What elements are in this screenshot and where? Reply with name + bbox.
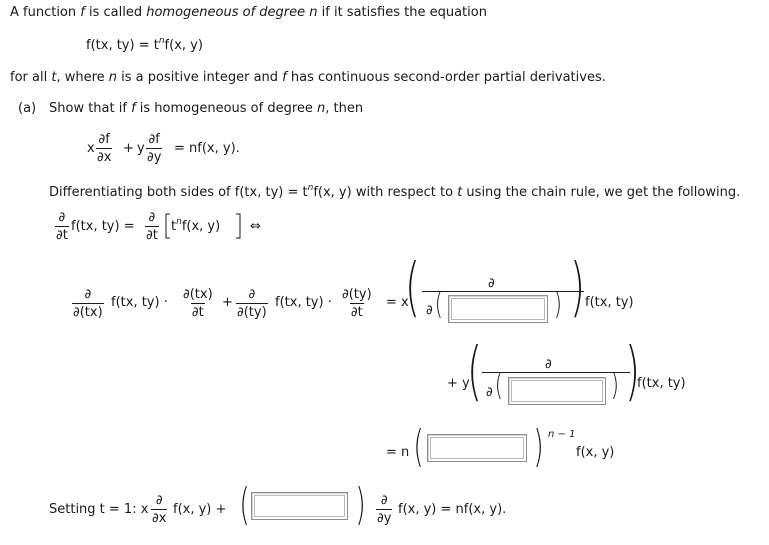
setting-d1den: ∂x	[152, 511, 167, 526]
main-eq-right: f(x, y)	[164, 38, 203, 53]
eq2-n1: ∂(tx)	[183, 287, 213, 302]
show-rhs: = nf(x, y).	[174, 141, 240, 156]
fraction-d-dy	[376, 494, 392, 525]
eq2-pdsym2: ∂	[486, 385, 493, 400]
eq2-eq-x: = x	[386, 295, 409, 310]
var-f: f	[80, 5, 85, 20]
eq2-fn2: f(tx, ty) ·	[275, 295, 332, 310]
eq2-rest2: f(tx, ty)	[637, 376, 686, 391]
answer-box-3[interactable]	[427, 434, 527, 462]
setting-d2den: ∂y	[377, 511, 392, 526]
answer-box-4[interactable]	[251, 492, 348, 520]
var-n: n	[108, 70, 118, 85]
diff-eq2: f(x, y)	[313, 185, 352, 200]
small-paren-right-1: )	[553, 287, 562, 322]
fraction-d-dt	[55, 211, 69, 242]
small-paren-right-2: )	[610, 368, 619, 403]
part-a-f: f	[131, 101, 136, 116]
eq2-d2: ∂	[248, 287, 256, 302]
diff-c: using the chain rule, we get the following.	[462, 185, 741, 200]
eq2-pdsym1: ∂	[426, 303, 433, 318]
part-a-text1: Show that if	[49, 101, 132, 116]
eq1-den: ∂t	[56, 228, 68, 243]
setting-label: Setting t = 1: x	[49, 502, 149, 517]
part-a-text2: is homogeneous of degree	[135, 101, 318, 116]
fraction-bar-2	[482, 372, 630, 373]
cond-b: , where	[56, 70, 109, 85]
setting-fn2: f(x, y) = nf(x, y).	[398, 502, 507, 517]
eq2-n2den: ∂t	[350, 305, 363, 320]
eq2-d1den: ∂(tx)	[73, 305, 103, 320]
eq1-inner	[171, 217, 221, 234]
eq1-num2: ∂	[148, 210, 156, 225]
var-f-2: f	[282, 70, 287, 85]
diff-exp: n	[307, 183, 314, 193]
paren-left-4: (	[239, 479, 250, 530]
big-paren-left-1: (	[404, 251, 420, 325]
eq1-inner-exp: n	[176, 217, 182, 227]
eq2-pd1: ∂	[488, 276, 495, 291]
fraction-d-dtx	[72, 288, 104, 319]
eq2-n2: ∂(ty)	[342, 287, 372, 302]
part-a-n: n	[317, 101, 326, 116]
paren-right-3: )	[533, 421, 544, 472]
eq2-pd2: ∂	[545, 357, 552, 372]
cond-c: is a positive integer and	[117, 70, 283, 85]
eq2-fn1: f(tx, ty) ·	[111, 295, 168, 310]
eq1-den2: ∂t	[146, 228, 158, 243]
fraction-dty-dt	[341, 288, 373, 319]
eq2-d1: ∂	[84, 287, 92, 302]
fraction-df-dx	[96, 133, 112, 164]
fraction-d-dx	[151, 494, 167, 525]
eq1-num: ∂	[58, 210, 66, 225]
eq2-d2den: ∂(ty)	[237, 305, 267, 320]
fraction-d-dty	[236, 288, 268, 319]
eq3-rest: f(x, y)	[576, 445, 615, 460]
eq2-plus: +	[222, 295, 233, 310]
setting-d1: ∂	[155, 493, 163, 508]
part-a-text3: , then	[325, 101, 364, 116]
answer-box-2[interactable]	[508, 377, 606, 405]
diff-b: with respect to	[351, 185, 458, 200]
fraction-df-dy	[146, 133, 162, 164]
setting-d2: ∂	[380, 493, 388, 508]
part-a-prompt	[49, 102, 363, 115]
small-paren-left-2: (	[494, 368, 503, 403]
answer-box-1[interactable]	[448, 295, 548, 323]
setting-fn1: f(x, y) +	[173, 502, 227, 517]
main-equation	[86, 36, 203, 53]
conditions-text	[10, 71, 606, 84]
eq2-n1den: ∂t	[191, 305, 204, 320]
main-eq-exponent: n	[158, 36, 165, 46]
eq3-exponent: n − 1	[548, 429, 576, 440]
show-y: y	[137, 141, 145, 156]
differentiating-text	[49, 183, 741, 200]
cond-a: for all	[10, 70, 52, 85]
intro-text: A function	[10, 5, 81, 20]
small-paren-left-1: (	[434, 287, 443, 322]
var-t: t	[51, 70, 57, 85]
diff-eq: f(tx, ty) = t	[234, 185, 308, 200]
homogeneous-phrase: homogeneous of degree n	[146, 5, 318, 20]
eq2-plus-y: + y	[447, 376, 470, 391]
main-eq-left: f(tx, ty) = t	[86, 38, 159, 53]
eq1-inner-t: t	[171, 219, 177, 234]
paren-left-3: (	[413, 421, 424, 472]
diff-t: t	[457, 185, 463, 200]
eq1-fn: f(tx, ty) =	[71, 219, 135, 234]
show-num1: ∂f	[98, 132, 110, 147]
problem-statement	[10, 6, 487, 19]
equivalence-arrow-icon: ⇔	[250, 219, 261, 234]
show-den2: ∂y	[147, 150, 162, 165]
show-x: x	[87, 141, 95, 156]
big-paren-right-2: )	[624, 335, 640, 409]
cond-d: has continuous second-order partial derivatives.	[286, 70, 606, 85]
intro-text-3: if it satisfies the equation	[317, 5, 487, 20]
intro-text-2: is called	[84, 5, 147, 20]
fraction-dtx-dt	[182, 288, 214, 319]
big-paren-left-2: (	[466, 335, 482, 409]
big-paren-right-1: )	[569, 251, 585, 325]
show-num2: ∂f	[148, 132, 160, 147]
show-den1: ∂x	[97, 150, 112, 165]
diff-a: Differentiating both sides of	[49, 185, 235, 200]
fraction-d-dt-2	[145, 211, 159, 242]
part-a-label: (a)	[18, 101, 37, 116]
show-plus: +	[123, 141, 134, 156]
paren-right-4: )	[355, 479, 366, 530]
eq2-rest1: f(tx, ty)	[585, 295, 634, 310]
eq1-inner-f: f(x, y)	[181, 219, 221, 234]
eq3-eq-n: = n	[386, 445, 410, 460]
